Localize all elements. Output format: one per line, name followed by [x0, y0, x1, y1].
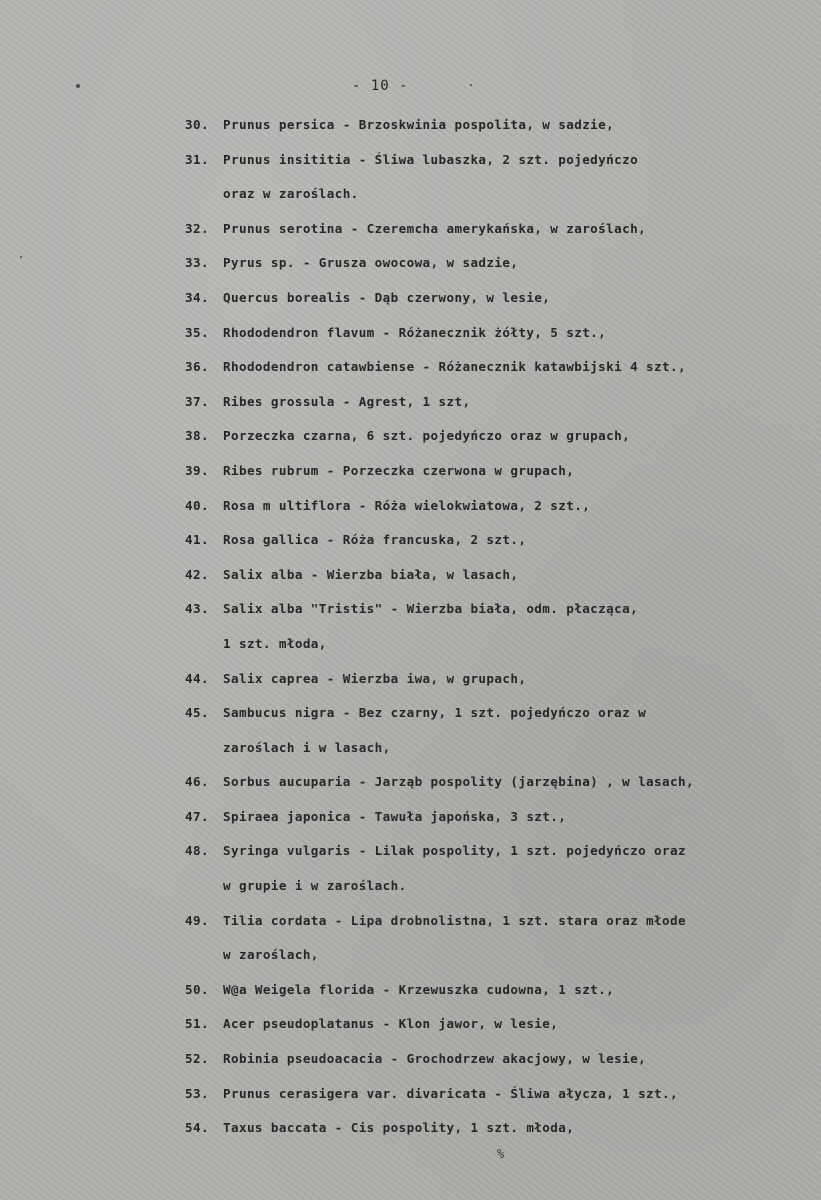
entry-number: 32. [185, 220, 209, 236]
entry-text: Acer pseudoplatanus - Klon jawor, w lesie, [223, 1016, 559, 1032]
list-item [185, 800, 815, 835]
list-item [185, 350, 815, 385]
list-item [185, 212, 815, 247]
footer-mark: % [497, 1147, 505, 1161]
entry-text: Sorbus aucuparia - Jarząb pospolity (jarzębina) , w lasach, [223, 774, 694, 790]
entry-number: 48. [185, 843, 209, 859]
entry-number: 31. [185, 151, 209, 167]
entry-number: 37. [185, 393, 209, 409]
entry-number: 41. [185, 532, 209, 548]
entry-number: 43. [185, 601, 209, 617]
entry-text: Taxus baccata - Cis pospolity, 1 szt. młoda, [223, 1120, 575, 1136]
list-item [185, 246, 815, 281]
list-item-continuation: w zaroślach, [223, 947, 319, 963]
entry-text: Ribes grossula - Agrest, 1 szt, [223, 393, 471, 409]
entry-text: Tilia cordata - Lipa drobnolistna, 1 szt. stara oraz młode [223, 912, 686, 928]
dust-speck [76, 84, 80, 88]
entry-number: 47. [185, 808, 209, 824]
entry-number: 42. [185, 566, 209, 582]
dust-speck [470, 84, 472, 86]
list-item [185, 523, 815, 558]
list-item [185, 143, 815, 178]
entry-number: 35. [185, 324, 209, 340]
entry-text: Prunus insititia - Śliwa lubaszka, 2 szt. pojedyńczo [223, 151, 639, 167]
entry-text: Robinia pseudoacacia - Grochodrzew akacjowy, w lesie, [223, 1051, 647, 1067]
entry-text: Sambucus nigra - Bez czarny, 1 szt. pojedyńczo oraz w [223, 705, 647, 721]
list-item [185, 1042, 815, 1077]
entry-number: 54. [185, 1120, 209, 1136]
entry-number: 40. [185, 497, 209, 513]
list-item [185, 592, 815, 627]
entry-text: Rosa m ultiflora - Róża wielokwiatowa, 2 szt., [223, 497, 591, 513]
list-item [185, 108, 815, 143]
list-item [185, 765, 815, 800]
entry-text: Syringa vulgaris - Lilak pospolity, 1 szt. pojedyńczo oraz [223, 843, 686, 859]
entry-text: Pyrus sp. - Grusza owocowa, w sadzie, [223, 255, 519, 271]
list-item [185, 662, 815, 697]
list-item-continuation: 1 szt. młoda, [223, 635, 327, 651]
list-item [185, 973, 815, 1008]
list-item [185, 834, 815, 869]
entry-text: Quercus borealis - Dąb czerwony, w lesie, [223, 289, 551, 305]
list-item-continuation: zaroślach i w lasach, [223, 739, 391, 755]
entry-number: 36. [185, 359, 209, 375]
entry-text: W@a Weigela florida - Krzewuszka cudowna, 1 szt., [223, 981, 615, 997]
page-number: - 10 - [352, 78, 409, 94]
list-item [185, 419, 815, 454]
list-item [185, 904, 815, 939]
list-item [185, 316, 815, 351]
list-item [185, 558, 815, 593]
dust-speck [20, 256, 22, 258]
entry-number: 33. [185, 255, 209, 271]
list-item [185, 489, 815, 524]
list-item [185, 696, 815, 731]
entry-number: 46. [185, 774, 209, 790]
list-item [185, 1007, 815, 1042]
entry-text: Salix alba "Tristis" - Wierzba biała, odm. płacząca, [223, 601, 639, 617]
entry-text: Rosa gallica - Róża francuska, 2 szt., [223, 532, 527, 548]
entry-text: Salix alba - Wierzba biała, w lasach, [223, 566, 519, 582]
entry-text: Ribes rubrum - Porzeczka czerwona w grupach, [223, 462, 575, 478]
entry-text: Prunus persica - Brzoskwinia pospolita, w sadzie, [223, 117, 615, 132]
entry-number: 51. [185, 1016, 209, 1032]
entry-text: Rhododendron flavum - Różanecznik żółty, 5 szt., [223, 324, 607, 340]
species-list [185, 108, 815, 1146]
entry-number: 52. [185, 1051, 209, 1067]
entry-number: 34. [185, 289, 209, 305]
entry-number: 53. [185, 1085, 209, 1101]
list-item-continuation: oraz w zaroślach. [223, 186, 359, 202]
list-item [185, 1111, 815, 1146]
list-item-continuation: w grupie i w zaroślach. [223, 878, 407, 894]
entry-number: 39. [185, 462, 209, 478]
entry-number: 44. [185, 670, 209, 686]
entry-text: Rhododendron catawbiense - Różanecznik katawbijski 4 szt., [223, 359, 686, 375]
entry-number: 49. [185, 912, 209, 928]
entry-text: Prunus serotina - Czeremcha amerykańska, w zaroślach, [223, 220, 647, 236]
entry-text: Porzeczka czarna, 6 szt. pojedyńczo oraz w grupach, [223, 428, 631, 444]
entry-number: 50. [185, 981, 209, 997]
list-item [185, 1077, 815, 1112]
list-item [185, 454, 815, 489]
list-item [185, 281, 815, 316]
entry-text: Prunus cerasigera var. divaricata - Śliwa ałycza, 1 szt., [223, 1085, 678, 1101]
entry-text: Spiraea japonica - Tawuła japońska, 3 szt., [223, 808, 567, 824]
entry-number: 45. [185, 705, 209, 721]
entry-number: 38. [185, 428, 209, 444]
entry-number: 30. [185, 117, 209, 132]
entry-text: Salix caprea - Wierzba iwa, w grupach, [223, 670, 527, 686]
list-item [185, 385, 815, 420]
